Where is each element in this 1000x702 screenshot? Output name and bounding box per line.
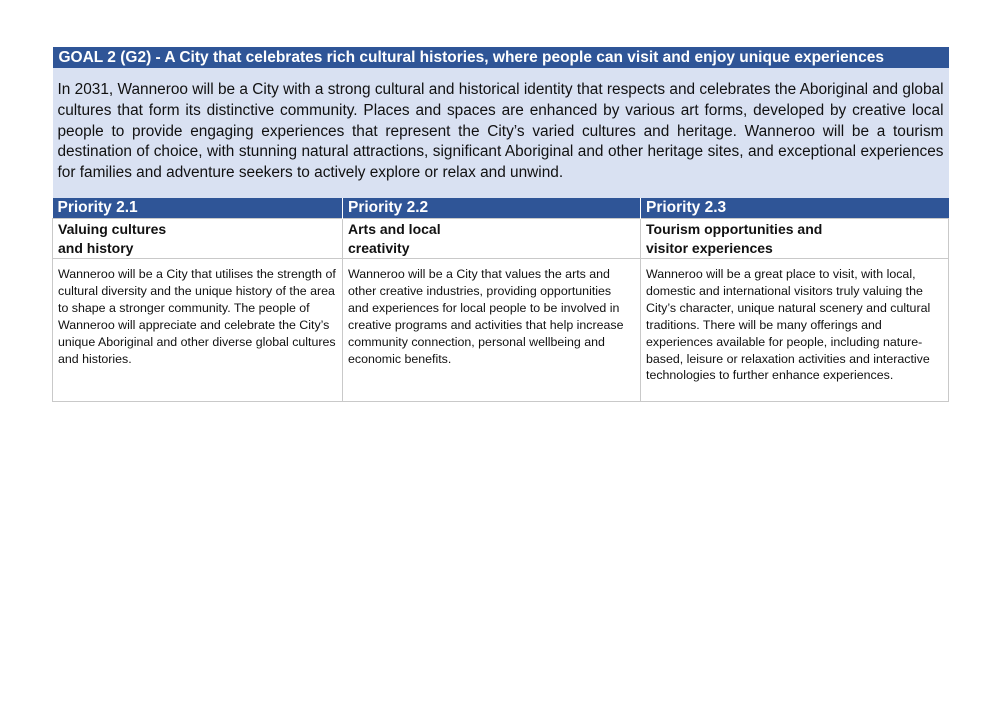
goal-description: In 2031, Wanneroo will be a City with a strong cultural and historical identity that respects and celebrates the Aboriginal and global cultures that form its distinctive community. Places and spaces are enhanced by various art forms, developed by creative local people to provide engaging experiences that represent the City’s varied cultures and heritage. Wanneroo will be a tourism destination of choice, with stunning natural attractions, significant Aboriginal and other heritage sites, and exceptional experiences for families and adventure seekers to actively explore or relax and unwind. (53, 68, 949, 198)
priority-2-2-subtitle: Arts and local creativity (343, 218, 641, 258)
priority-2-2-label: Priority 2.2 (343, 198, 641, 219)
priority-2-3-body: Wanneroo will be a great place to visit, with local, domestic and international visitors truly valuing the City’s character, unique natural scenery and cultural traditions. There will be many offerings and experiences available for people, including nature-based, leisure or relaxation activities and interactive technologies to further enhance experiences. (641, 258, 949, 401)
priority-2-3-subtitle: Tourism opportunities and visitor experiences (641, 218, 949, 258)
priority-2-1-body: Wanneroo will be a City that utilises the strength of cultural diversity and the unique history of the area to shape a stronger community. The people of Wanneroo will appreciate and celebrate the City’s unique Aboriginal and other diverse global cultures and histories. (53, 258, 343, 401)
priority-2-1-subtitle: Valuing cultures and history (53, 218, 343, 258)
priority-2-3-label: Priority 2.3 (641, 198, 949, 219)
goal-title: GOAL 2 (G2) - A City that celebrates rich cultural histories, where people can visit and enjoy unique experiences (53, 47, 949, 68)
priority-2-2-body: Wanneroo will be a City that values the arts and other creative industries, providing opportunities and experiences for local people to be involved in creative programs and activities that help increase community connection, personal wellbeing and economic benefits. (343, 258, 641, 401)
goal-table (52, 47, 949, 402)
priority-2-1-label: Priority 2.1 (53, 198, 343, 219)
